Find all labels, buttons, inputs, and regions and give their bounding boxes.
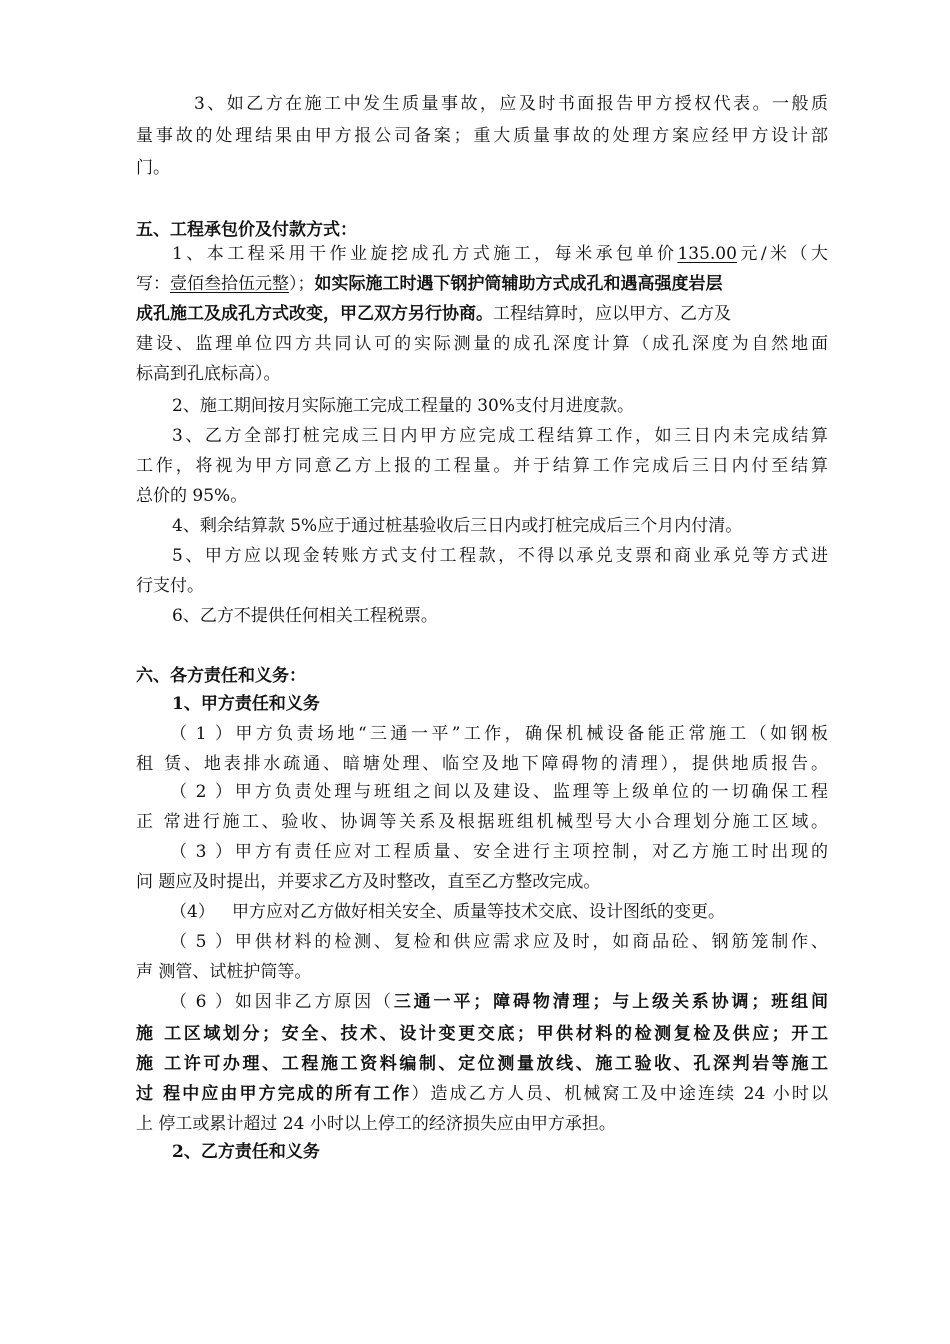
- item3-line2: 量事故的处理结果由甲方报公司备案；重大质量事故的处理方案应经甲方设计部: [136, 126, 828, 146]
- s5-p1-line5: 标高到孔底标高）。: [136, 364, 281, 384]
- item-number: （5）: [170, 932, 232, 952]
- s6-sub2-heading: 2、乙方责任和义务: [172, 1142, 320, 1162]
- s6-i6-bold-a: 三通一平；障碍物清理；与上级关系协调；班组间: [393, 992, 828, 1012]
- s6-i5-text: 甲供材料的检测、复检和供应需求应及时，如商品砼、钢筋笼制作、: [232, 932, 828, 952]
- s5-p4: 4、剩余结算款 5%应于通过桩基验收后三日内或打桩完成后三个月内付清。: [172, 516, 743, 536]
- s6-i6-line3: 施 工许可办理、工程施工资料编制、定位测量放线、施工验收、孔深判岩等施工: [136, 1054, 828, 1074]
- s6-i3-line2: 问 题应及时提出，并要求乙方及时整改，直至乙方整改完成。: [136, 872, 601, 892]
- item-number: （1）: [170, 724, 232, 744]
- s5-p3-line2: 工作，将视为甲方同意乙方上报的工程量。并于结算工作完成后三日内付至结算: [136, 456, 828, 476]
- s5-p1-text-e: 工程结算时，应以甲方、乙方及: [493, 304, 731, 324]
- s5-p1-text-b: 元/米（大: [736, 244, 828, 264]
- unit-price: 135.00: [677, 244, 737, 264]
- s5-p5-line1: 5、甲方应以现金转账方式支付工程款，不得以承兑支票和商业承兑等方式进: [172, 546, 828, 566]
- s5-p1-line1: [172, 238, 828, 270]
- s5-p6: 6、乙方不提供任何相关工程税票。: [172, 606, 438, 626]
- s5-p3-line1: 3、乙方全部打桩完成三日内甲方应完成工程结算工作，如三日内未完成结算: [172, 426, 828, 446]
- s6-i6-line2: 施 工区域划分；安全、技术、设计变更交底；甲供材料的检测复检及供应；开工: [136, 1024, 828, 1044]
- s6-i3-text: 甲方有责任应对工程质量、安全进行主项控制，对乙方施工时出现的: [232, 842, 828, 862]
- s5-p1-text-a: 1、本工程采用干作业旋挖成孔方式施工，每米承包单价: [172, 244, 678, 264]
- item-number: （2）: [170, 782, 232, 802]
- s5-p1-bold-2: 成孔施工及成孔方式改变，甲乙双方另行协商。: [136, 304, 493, 324]
- item-number: （4）: [170, 902, 215, 922]
- s6-i2-line2: 正 常进行施工、验收、协调等关系及根据班组机械型号大小合理划分施工区域。: [136, 812, 828, 832]
- s6-i5-line2: 声 测管、试桩护筒等。: [136, 962, 312, 982]
- s6-i6-text-b: ）造成乙方人员、机械窝工及中途连续 24 小时以: [411, 1084, 828, 1104]
- section5-heading: 五、工程承包价及付款方式：: [136, 220, 357, 240]
- s5-p3-line3: 总价的 95%。: [136, 486, 248, 506]
- section6-heading: 六、各方责任和义务：: [136, 666, 306, 686]
- s5-p2: 2、施工期间按月实际施工完成工程量的 30%支付月进度款。: [172, 396, 635, 416]
- s5-p5-line2: 行支付。: [136, 576, 204, 596]
- s5-p1-line3: [136, 298, 828, 330]
- s6-i6-text-a: 如因非乙方原因（: [232, 992, 394, 1012]
- item3-line1: 3、如乙方在施工中发生质量事故，应及时书面报告甲方授权代表。一般质: [194, 94, 828, 114]
- item-number: （6）: [170, 992, 232, 1012]
- s5-p1-text-d: ）；: [289, 274, 315, 294]
- unit-price-in-words: 壹佰叁拾伍元整: [170, 274, 289, 294]
- s6-i2-text: 甲方负责处理与班组之间以及建设、监理等上级单位的一切确保工程: [232, 782, 828, 802]
- s6-i1-line1: [170, 718, 828, 750]
- s6-i6-line4: [136, 1078, 828, 1110]
- s6-i5-line1: [170, 926, 828, 958]
- s5-p1-line4: 建设、监理单位四方共同认可的实际测量的成孔深度计算（成孔深度为自然地面: [136, 334, 828, 354]
- s6-i3-line1: [170, 836, 828, 868]
- s6-sub1-heading: 1、甲方责任和义务: [172, 694, 320, 714]
- s5-p1-bold-1: 如实际施工时遇下钢护筒辅助方式成孔和遇高强度岩层: [314, 274, 723, 294]
- item-number: （3）: [170, 842, 232, 862]
- s6-i6-bold-b: 过 程中应由甲方完成的所有工作: [136, 1084, 412, 1104]
- s5-p1-line2: [136, 268, 828, 300]
- s6-i6-line5: 上 停工或累计超过 24 小时以上停工的经济损失应由甲方承担。: [136, 1114, 616, 1134]
- item3-line3: 门。: [136, 158, 170, 178]
- s6-i1-line2: 租 赁、地表排水疏通、暗塘处理、临空及地下障碍物的清理），提供地质报告。: [136, 754, 828, 774]
- s6-i4-line1: [170, 896, 828, 928]
- s6-i4-text: 甲方应对乙方做好相关安全、质量等技术交底、设计图纸的变更。: [232, 902, 725, 922]
- s6-i6-line1: [170, 986, 828, 1018]
- s6-i2-line1: [170, 776, 828, 808]
- s6-i1-text: 甲方负责场地“三通一平”工作，确保机械设备能正常施工（如钢板: [232, 724, 828, 744]
- s5-p1-text-c: 写：: [136, 274, 170, 294]
